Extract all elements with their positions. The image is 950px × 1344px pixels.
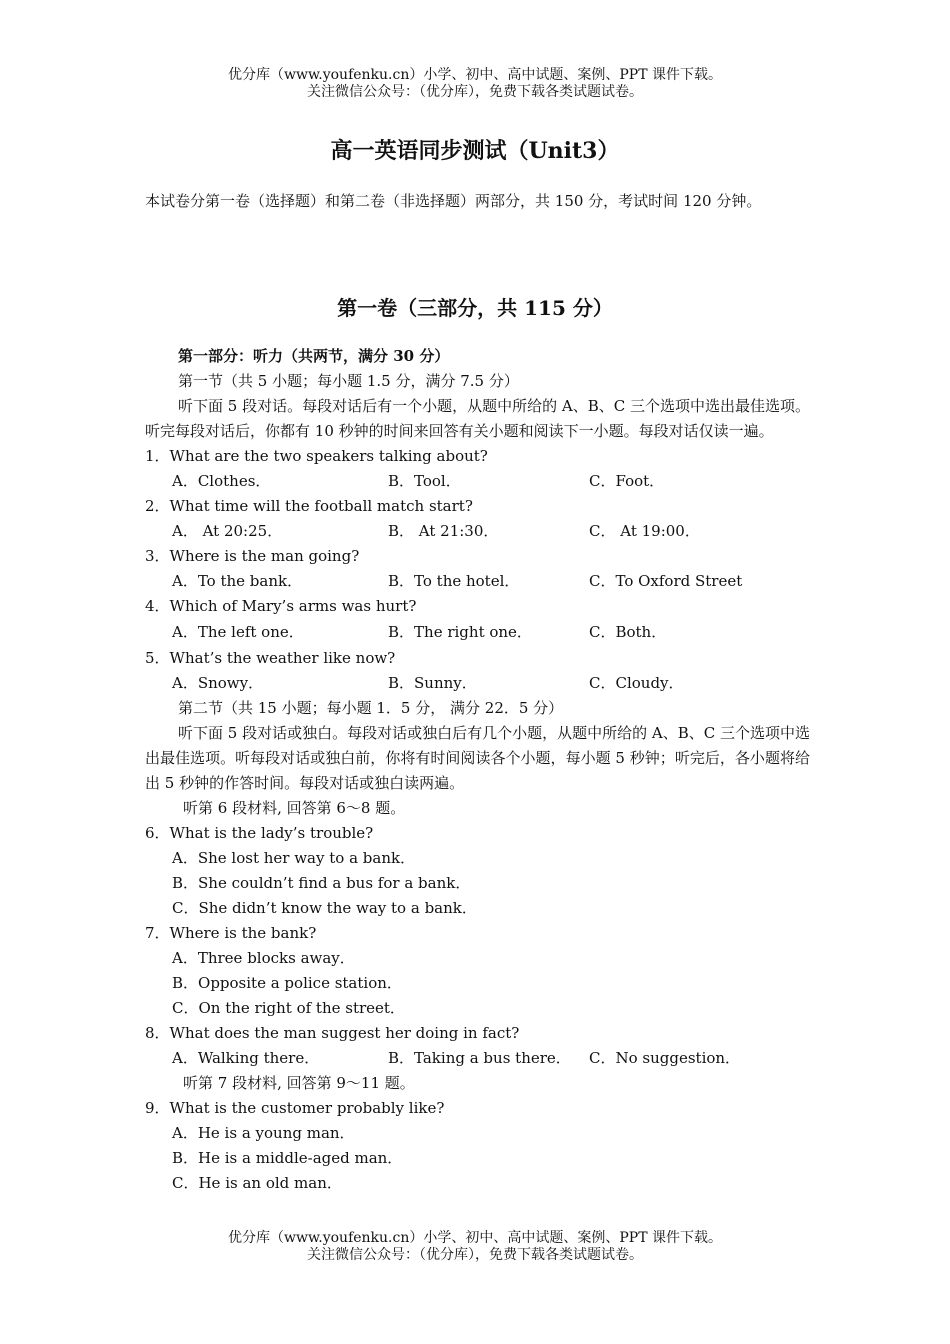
- question-3: 3．Where is the man going?: [145, 547, 360, 565]
- option-c: C．On the right of the street．: [172, 999, 405, 1017]
- question-5-options: [145, 671, 810, 696]
- material-6-note: 听第 6 段材料, 回答第 6～8 题。: [183, 799, 406, 817]
- part1-heading: 第一部分：听力（共两节，满分 30 分）: [178, 347, 450, 365]
- option-c: C．No suggestion．: [589, 1049, 741, 1067]
- option-b: B．Opposite a police station．: [172, 974, 402, 992]
- question-8-options: [145, 1046, 810, 1071]
- question-8: 8．What does the man suggest her doing in fact?: [145, 1024, 520, 1042]
- question-6: 6．What is the lady’s trouble?: [145, 824, 374, 842]
- option-c: C．She didn’t know the way to a bank．: [172, 899, 477, 917]
- option-c: C．Both．: [589, 623, 667, 641]
- option-a: A．To the bank．: [172, 572, 303, 590]
- option-b: B．Sunny．: [388, 674, 477, 692]
- option-a: A．Clothes．: [172, 472, 271, 490]
- section1-heading: 第一节（共 5 小题；每小题 1.5 分，满分 7.5 分）: [178, 372, 519, 390]
- question-2-options: [145, 519, 810, 544]
- exam-intro: 本试卷分第一卷（选择题）和第二卷（非选择题）两部分，共 150 分，考试时间 120 分钟。: [145, 192, 762, 210]
- option-c: C．Foot．: [589, 472, 665, 490]
- option-b: B．Taking a bus there．: [388, 1049, 571, 1067]
- option-c: C．He is an old man．: [172, 1174, 342, 1192]
- question-9: 9．What is the customer probably like?: [145, 1099, 445, 1117]
- option-b: B．She couldn’t find a bus for a bank．: [172, 874, 471, 892]
- question-4-options: [145, 619, 810, 646]
- header-line-2: 关注微信公众号：（优分库），免费下载各类试题试卷。: [307, 84, 643, 100]
- option-a: A．Three blocks away．: [172, 949, 355, 967]
- exam-body: [145, 344, 810, 1196]
- question-1-options: [145, 469, 810, 494]
- option-c: C． At 19:00．: [589, 522, 700, 540]
- option-a: A．The left one．: [172, 623, 304, 641]
- material-7-note: 听第 7 段材料, 回答第 9～11 题。: [183, 1074, 415, 1092]
- option-b: B． At 21:30．: [388, 522, 499, 540]
- option-c: C．Cloudy．: [589, 674, 684, 692]
- header-line-1: 优分库（www.youfenku.cn）小学、初中、高中试题、案例、PPT 课件下载。: [227, 67, 722, 83]
- section2-heading: 第二节（共 15 小题；每小题 1．5 分， 满分 22．5 分）: [178, 699, 564, 717]
- option-b: B．He is a middle-aged man．: [172, 1149, 403, 1167]
- question-3-options: [145, 569, 810, 594]
- page-footer: [0, 1230, 950, 1264]
- option-a: A．She lost her way to a bank．: [172, 849, 416, 867]
- section1-instructions: 听下面 5 段对话。每段对话后有一个小题，从题中所给的 A、B、C 三个选项中选出最佳选项。听完每段对话后，你都有 10 秒钟的时间来回答有关小题和阅读下一小题。每段对话仅读一遍。: [145, 397, 810, 440]
- footer-line-2: 关注微信公众号：（优分库），免费下载各类试题试卷。: [307, 1247, 643, 1263]
- option-a: A． At 20:25．: [172, 522, 283, 540]
- option-b: B．The right one．: [388, 623, 532, 641]
- option-b: B．To the hotel．: [388, 572, 520, 590]
- question-5: 5．What’s the weather like now?: [145, 649, 396, 667]
- option-a: A．He is a young man．: [172, 1124, 355, 1142]
- option-c: C．To Oxford Street: [589, 572, 743, 590]
- question-4: 4．Which of Mary’s arms was hurt?: [145, 597, 417, 615]
- footer-line-1: 优分库（www.youfenku.cn）小学、初中、高中试题、案例、PPT 课件下载。: [227, 1230, 722, 1246]
- question-2: 2．What time will the football match start?: [145, 497, 473, 515]
- option-a: A．Walking there．: [172, 1049, 320, 1067]
- option-b: B．Tool．: [388, 472, 461, 490]
- section2-instructions: 听下面 5 段对话或独白。每段对话或独白后有几个小题，从题中所给的 A、B、C 三个选项中选出最佳选项。听每段对话或独白前，你将有时间阅读各个小题，每小题 5 秒钟；听完后，各小题将给出 5 秒钟的作答时间。每段对话或独白读两遍。: [145, 724, 810, 792]
- volume-title: 第一卷（三部分，共 115 分）: [337, 296, 613, 320]
- question-1: 1．What are the two speakers talking about?: [145, 447, 488, 465]
- page-header: [0, 67, 950, 101]
- question-7: 7．Where is the bank?: [145, 924, 317, 942]
- exam-title: 高一英语同步测试（Unit3）: [330, 138, 620, 164]
- option-a: A．Snowy．: [172, 674, 264, 692]
